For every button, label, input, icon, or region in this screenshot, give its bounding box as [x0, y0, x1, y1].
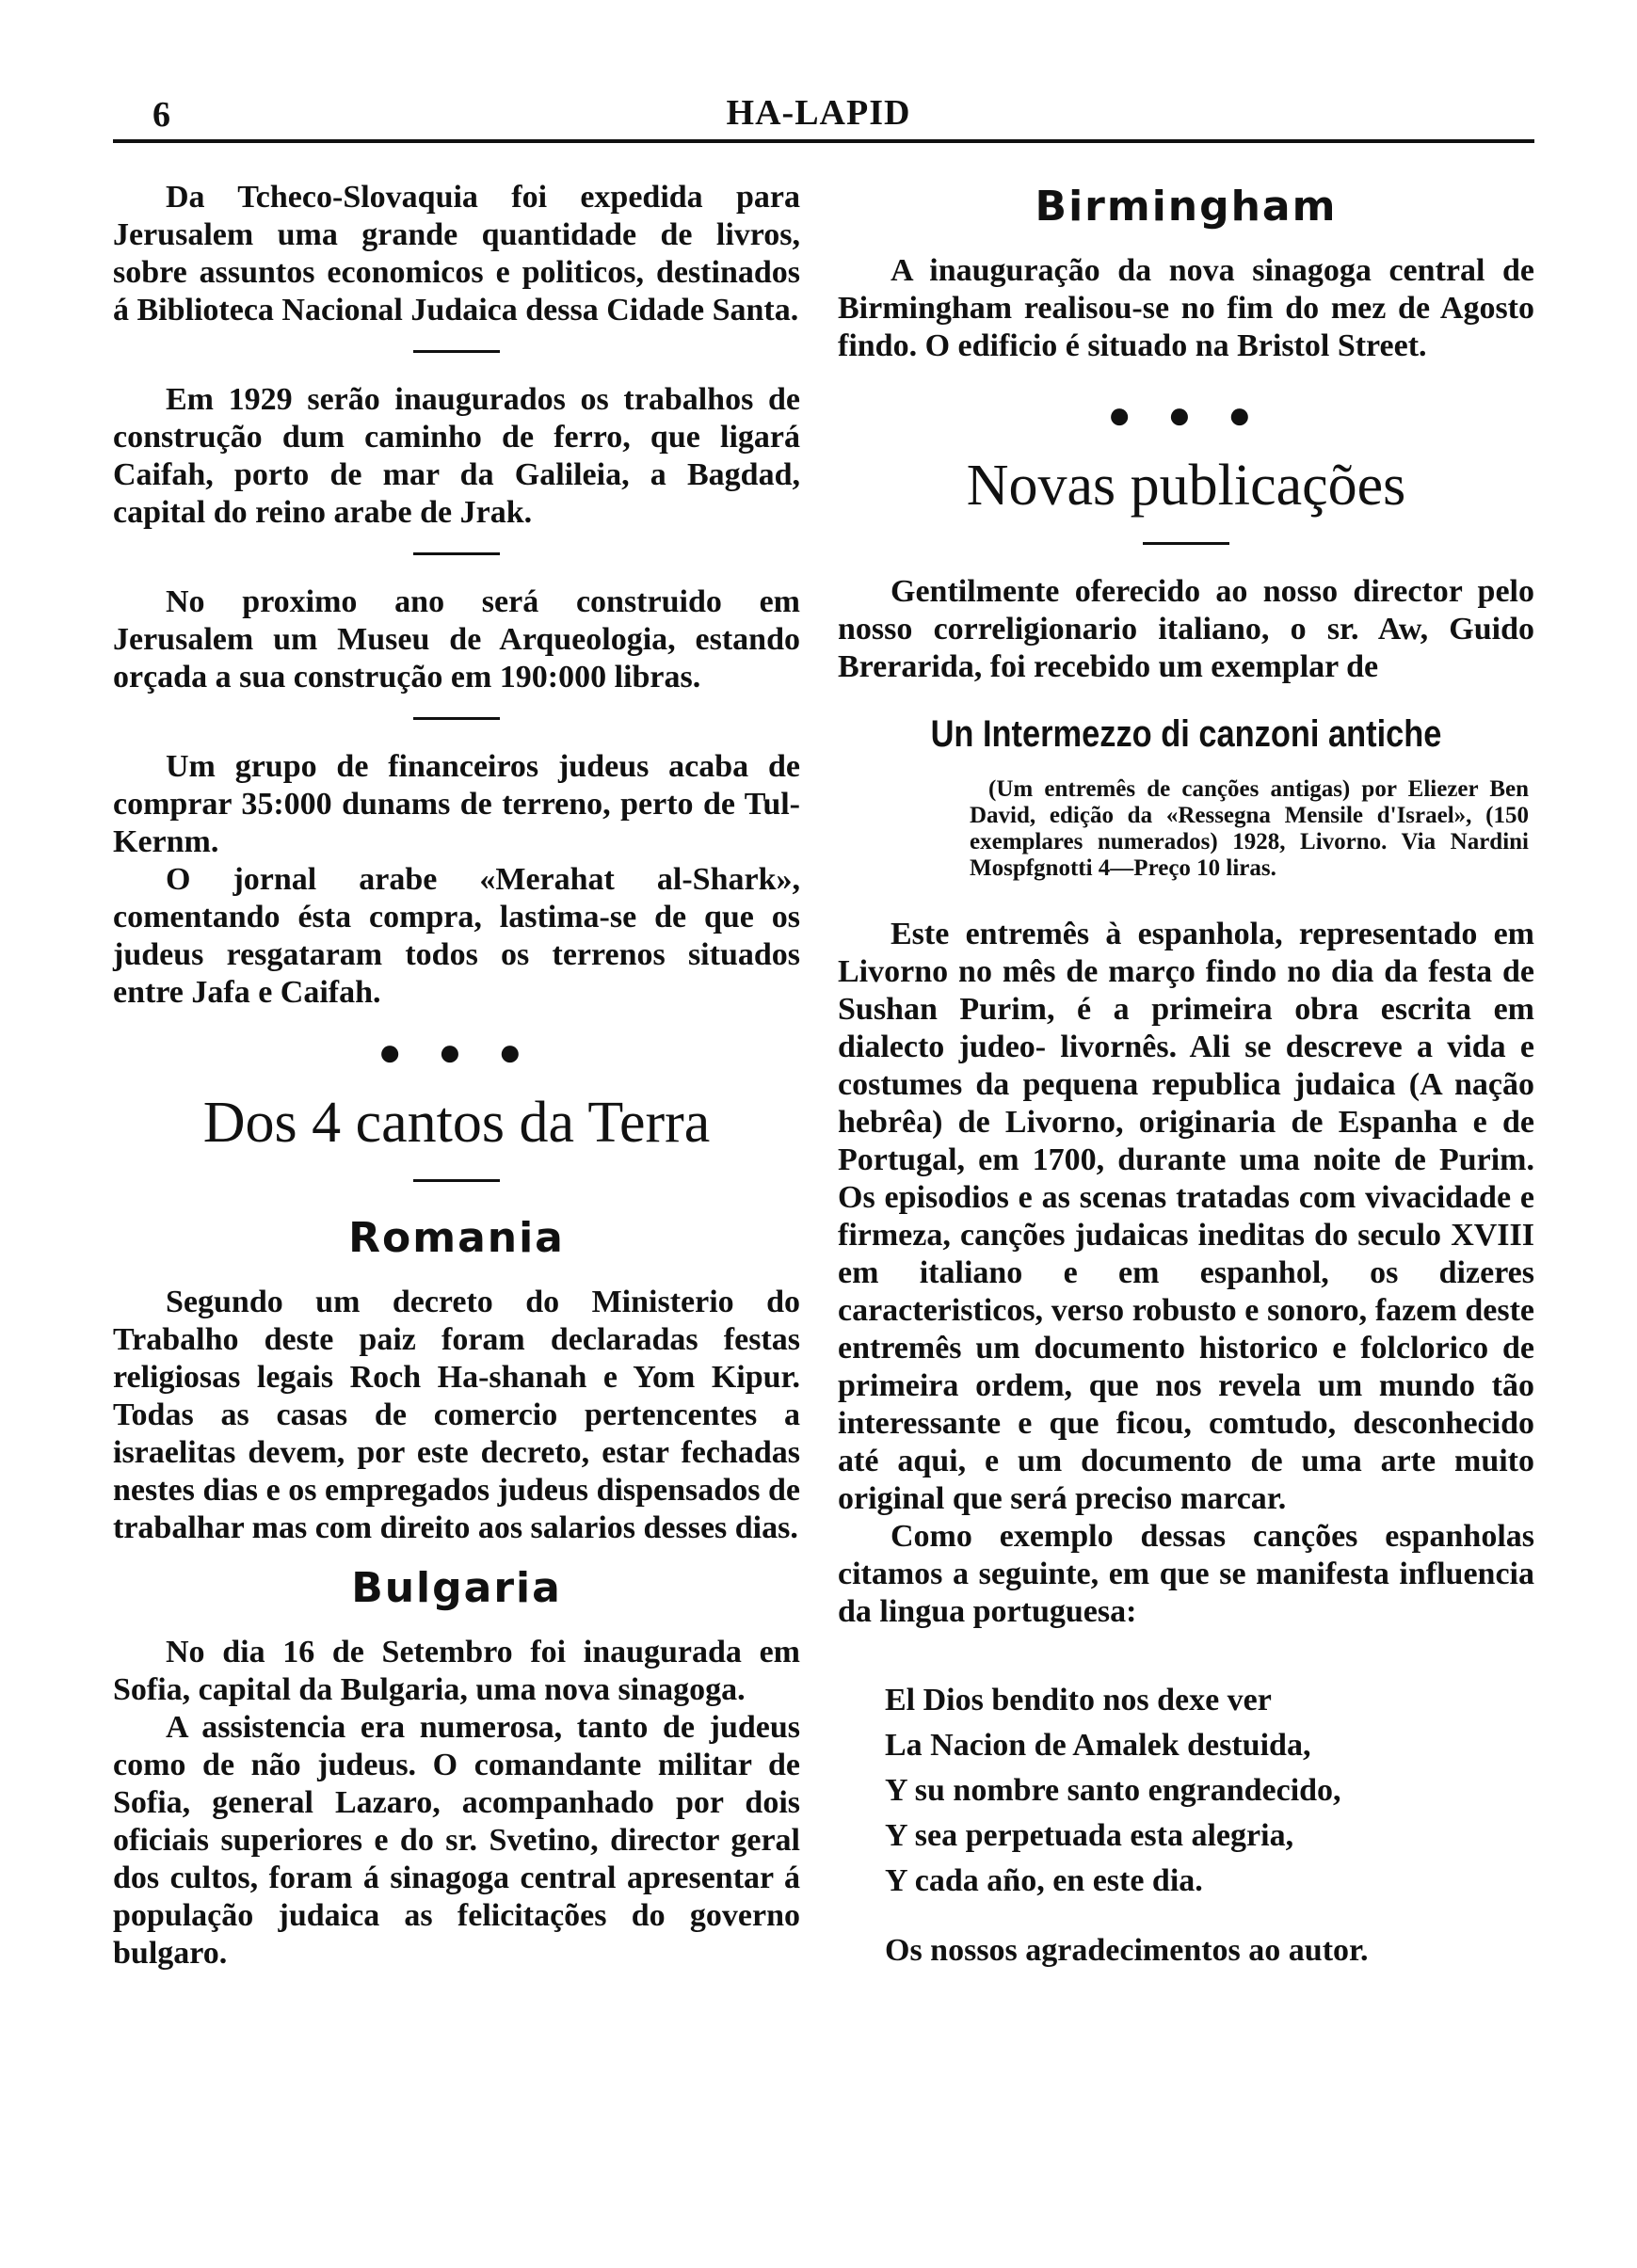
- section-dots: ● ● ●: [1107, 394, 1265, 438]
- news-land-purchase: Um grupo de financeiros judeus acaba de comprar 35:000 dunams de terreno, perto de Tul-Kernm.: [113, 749, 800, 859]
- page-number: 6: [152, 95, 170, 135]
- bulgaria-text-1: No dia 16 de Setembro foi inaugurada em Sofia, capital da Bulgaria, uma nova sinagoga.: [113, 1635, 800, 1707]
- news-railway: Em 1929 serão inaugurados os trabalhos de construção dum caminho de ferro, que ligará Caifah, porto de mar da Galileia, a Bagdad, capital do reino arabe de Jrak.: [113, 382, 800, 530]
- poem-line: Y su nombre santo engrandecido,: [885, 1773, 1341, 1808]
- publication-intro: Gentilmente oferecido ao nosso director pelo nosso correligionario italiano, o sr. Aw, Guido Brerarida, foi recebido um exemplar de: [838, 574, 1534, 684]
- review-text-2: Como exemplo dessas canções espanholas citamos a seguinte, em que se manifesta influencia da lingua portuguesa:: [838, 1519, 1534, 1629]
- acknowledgement: Os nossos agradecimentos ao autor.: [885, 1933, 1369, 1968]
- book-bibliography: (Um entremês de canções antigas) por Eliezer Ben David, edição da «Ressegna Mensile d'Israel», (150 exemplares numerados) 1928, Livorno. Via Nardini Mospfgnotti 4—Preço 10 liras.: [970, 776, 1529, 881]
- news-tchecoslovaquia: Da Tcheco-Slovaquia foi expedida para Jerusalem uma grande quantidade de livros, sobre assuntos economicos e politicos, destinados á Biblioteca Nacional Judaica dessa Cidade Santa.: [113, 180, 800, 327]
- birmingham-text: A inauguração da nova sinagoga central de Birmingham realisou-se no fim do mez de Agosto findo. O edificio é situado na Bristol Street.: [838, 253, 1534, 363]
- separator-rule: [413, 350, 500, 353]
- header-rule: [113, 139, 1534, 143]
- news-arab-newspaper: O jornal arabe «Merahat al-Shark», comentando ésta compra, lastima-se de que os judeus resgataram todos os terrenos situados entre Jafa e Caifah.: [113, 862, 800, 1010]
- poem: [885, 1678, 1534, 1904]
- heading-romania: Romania: [348, 1214, 565, 1262]
- bulgaria-text-2: A assistencia era numerosa, tanto de judeus como de não judeus. O comandante militar de Sofia, general Lazaro, acompanhado por dois oficiais superiores e do sr. Svetino, director geral dos cultos, foram á sinagoga central apresentar á população judaica as felicitações do governo bulgaro.: [113, 1710, 800, 1971]
- poem-line: Y cada año, en este dia.: [885, 1863, 1203, 1898]
- section-title-world: Dos 4 cantos da Terra: [202, 1091, 711, 1155]
- separator-rule: [413, 552, 500, 555]
- masthead-title: HA-LAPID: [726, 93, 911, 133]
- left-column: [113, 179, 800, 1973]
- poem-line: La Nacion de Amalek destuida,: [885, 1728, 1311, 1763]
- romania-text: Segundo um decreto do Ministerio do Trabalho deste paiz foram declaradas festas religiosas legais Roch Ha-shanah e Yom Kipur. Todas as casas de comercio pertencentes a israelitas devem, por este decreto, estar fechadas nestes dias e os empregados judeus dispensados de trabalhar mas com direito aos salarios desses dias.: [113, 1285, 800, 1545]
- separator-rule: [413, 1179, 500, 1182]
- review-text-1: Este entremês à espanhola, representado em Livorno no mês de março findo no dia da festa de Sushan Purim, é a primeira obra escrita em dialecto judeo- livornês. Ali se descreve a vida e costumes da pequena republica judaica (A nação hebrêa) de Livorno, originaria de Espanha e de Portugal, em 1700, durante uma noite de Purim. Os episodios e as scenas tratadas com vivacidade e firmeza, canções judaicas ineditas do seculo XVIII em italiano e em espanhol, os dizeres caracteristicos, verso robusto e sonoro, fazem deste entremês um documento historico e folclorico de primeira ordem, que nos revela um mundo tão interessante e que ficou, comtudo, desconhecido até aqui, e um documento de uma arte muito original que será preciso marcar.: [838, 917, 1534, 1516]
- section-dots: ● ● ●: [377, 1031, 536, 1075]
- separator-rule: [413, 717, 500, 720]
- poem-line: Y sea perpetuada esta alegria,: [885, 1818, 1294, 1853]
- section-title-publications: Novas publicações: [966, 454, 1406, 518]
- separator-rule: [1143, 542, 1229, 545]
- news-museum: No proximo ano será construido em Jerusalem um Museu de Arqueologia, estando orçada a sua construção em 190:000 libras.: [113, 584, 800, 695]
- poem-line: El Dios bendito nos dexe ver: [885, 1683, 1272, 1717]
- book-title: Un Intermezzo di canzoni antiche: [930, 713, 1442, 755]
- heading-bulgaria: Bulgaria: [351, 1564, 562, 1612]
- right-column: [838, 179, 1534, 1970]
- heading-birmingham: Birmingham: [1035, 183, 1338, 231]
